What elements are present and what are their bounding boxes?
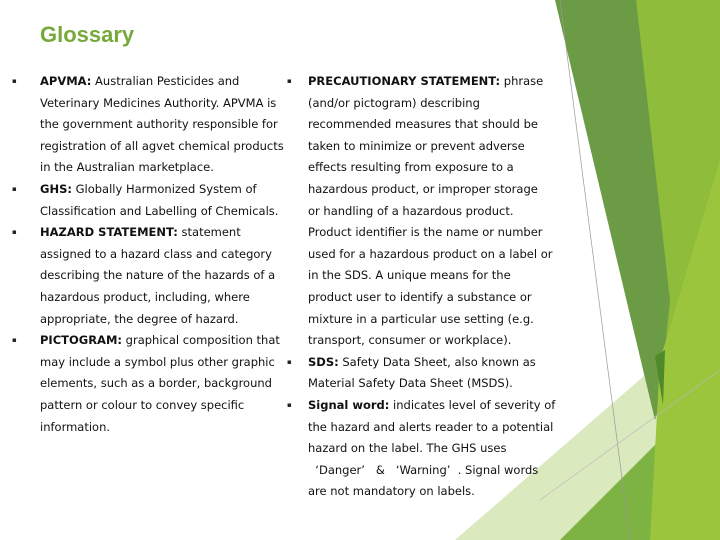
glossary-line: [40, 398, 244, 412]
glossary-text: product user to identify a substance or: [308, 290, 532, 304]
glossary-line: [308, 117, 538, 131]
glossary-term: HAZARD STATEMENT:: [40, 225, 178, 240]
bullet-icon: ▪: [12, 185, 17, 193]
glossary-term: SDS:: [308, 354, 339, 369]
glossary-line: [308, 441, 506, 455]
glossary-text: (and/or pictogram) describing: [308, 95, 480, 110]
glossary-text: assigned to a hazard class and category: [40, 246, 272, 261]
glossary-line: [40, 420, 110, 434]
glossary-text: used for a hazardous product on a label or: [308, 246, 553, 261]
glossary-line: [308, 182, 538, 196]
glossary-line: [308, 268, 511, 282]
glossary-line: [40, 182, 257, 196]
glossary-text: ‘Danger’ & ‘Warning’ . Signal words: [308, 462, 539, 477]
glossary-text: transport, consumer or workplace).: [308, 333, 512, 348]
glossary-line: [40, 225, 241, 239]
glossary-term: GHS:: [40, 182, 72, 196]
glossary-line: [308, 139, 525, 153]
glossary-text: may include a symbol plus other graphic: [40, 354, 275, 369]
glossary-term: APVMA:: [40, 74, 92, 88]
glossary-text: taken to minimize or prevent adverse: [308, 138, 525, 153]
glossary-line: [308, 160, 514, 174]
glossary-line: [308, 376, 513, 390]
glossary-text: Safety Data Sheet, also known as: [342, 354, 536, 369]
glossary-line: [308, 333, 511, 347]
glossary-line: [40, 139, 284, 153]
glossary-line: [308, 398, 555, 412]
glossary-line: [308, 484, 475, 498]
glossary-text: effects resulting from exposure to a: [308, 160, 514, 175]
glossary-line: [308, 420, 553, 434]
bullet-icon: ▪: [12, 336, 17, 345]
glossary-text: the hazard and alerts reader to a potential: [308, 419, 554, 434]
glossary-text: are not mandatory on labels.: [308, 484, 475, 499]
glossary-term: PRECAUTIONARY STATEMENT:: [308, 74, 501, 88]
glossary-line: [308, 96, 480, 110]
slide-title: Glossary: [40, 22, 135, 47]
glossary-line: [308, 355, 536, 369]
glossary-text: or handling of a hazardous product.: [308, 203, 514, 218]
glossary-text: Material Safety Data Sheet (MSDS).: [308, 376, 513, 391]
glossary-text: graphical composition that: [125, 333, 280, 348]
glossary-line: [308, 225, 543, 239]
glossary-text: Classification and Labelling of Chemicals.: [40, 203, 279, 218]
glossary-line: [40, 247, 272, 261]
glossary-line: [308, 290, 532, 304]
glossary-text: hazardous product, including, where: [40, 290, 250, 304]
glossary-text: statement: [181, 225, 241, 240]
glossary-text: mixture in a particular use setting (e.g.: [308, 311, 534, 326]
glossary-line: [308, 463, 538, 477]
glossary-line: [40, 355, 275, 369]
bullet-icon: ▪: [287, 401, 292, 409]
glossary-line: [40, 204, 278, 218]
glossary-text: elements, such as a border, background: [40, 376, 272, 391]
bullet-icon: ▪: [12, 77, 17, 85]
glossary-line: [40, 376, 272, 390]
glossary-line: [308, 312, 534, 326]
glossary-text: in the SDS. A unique means for the: [308, 268, 511, 283]
glossary-text: the government authority responsible for: [40, 117, 278, 132]
glossary-line: [40, 160, 214, 174]
glossary-line: [40, 333, 280, 347]
glossary-text: indicates level of severity of: [393, 398, 556, 412]
glossary-line: [40, 74, 239, 88]
glossary-line: [40, 312, 238, 326]
glossary-text: Product identifier is the name or number: [308, 225, 543, 240]
glossary-line: [40, 268, 275, 282]
glossary-line: [308, 204, 514, 218]
glossary-text: describing the nature of the hazards of a: [40, 268, 276, 283]
glossary-text: Australian Pesticides and: [95, 74, 240, 88]
glossary-text: Veterinary Medicines Authority. APVMA is: [40, 95, 277, 110]
bullet-icon: ▪: [12, 228, 17, 237]
glossary-line: [40, 290, 250, 304]
glossary-text: appropriate, the degree of hazard.: [40, 311, 239, 326]
bullet-icon: ▪: [287, 77, 292, 85]
glossary-text: hazard on the label. The GHS uses: [308, 441, 507, 456]
glossary-line: [40, 117, 278, 131]
glossary-text: hazardous product, or improper storage: [308, 182, 538, 196]
glossary-term: PICTOGRAM:: [40, 333, 123, 348]
glossary-text: Globally Harmonized System of: [75, 182, 257, 196]
glossary-term: Signal word:: [308, 398, 390, 412]
glossary-text: registration of all agvet chemical products: [40, 138, 284, 153]
glossary-line: [40, 96, 276, 110]
glossary-line: [308, 247, 553, 261]
bullet-icon: ▪: [287, 357, 292, 366]
glossary-text: information.: [40, 419, 111, 434]
glossary-text: pattern or colour to convey specific: [40, 398, 245, 412]
glossary-text: phrase: [503, 74, 544, 88]
glossary-text: recommended measures that should be: [308, 117, 538, 132]
glossary-text: in the Australian marketplace.: [40, 160, 214, 175]
glossary-line: [308, 74, 543, 88]
